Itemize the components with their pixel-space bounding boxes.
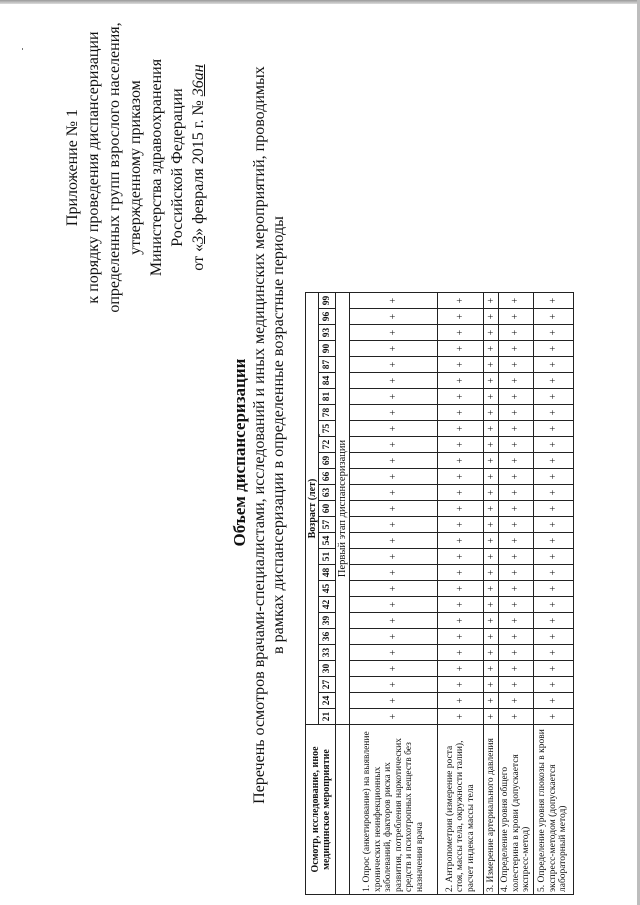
- stage-row: [336, 293, 350, 895]
- procedure-label: 2. Антропометрия (измерение роста стоя, массы тела, окружности талии), расчет индекса массы тела: [438, 725, 484, 895]
- age-cell: 72: [319, 437, 336, 453]
- mark-cell: +: [533, 405, 573, 421]
- mark-cell: +: [533, 389, 573, 405]
- mark-cell: +: [350, 373, 438, 389]
- mark-cell: +: [499, 293, 534, 309]
- age-cell: 87: [319, 357, 336, 373]
- mark-cell: +: [499, 341, 534, 357]
- mark-cell: +: [438, 325, 484, 341]
- age-cell: 90: [319, 341, 336, 357]
- table-row: [438, 293, 484, 895]
- mark-cell: +: [350, 357, 438, 373]
- subtitle-line: в рамках диспансеризации в определенные возрастные периоды: [270, 216, 287, 654]
- mark-cell: +: [484, 357, 499, 373]
- age-cell: 99: [319, 293, 336, 309]
- mark-cell: +: [533, 693, 573, 709]
- table-row: [533, 293, 573, 895]
- mark-cell: +: [499, 437, 534, 453]
- mark-cell: +: [484, 533, 499, 549]
- mark-cell: +: [350, 389, 438, 405]
- mark-cell: +: [499, 325, 534, 341]
- mark-cell: +: [499, 389, 534, 405]
- mark-cell: +: [533, 501, 573, 517]
- mark-cell: +: [350, 501, 438, 517]
- mark-cell: +: [484, 661, 499, 677]
- mark-cell: +: [350, 453, 438, 469]
- appendix-line: утвержденному приказом: [127, 80, 144, 255]
- mark-cell: +: [350, 469, 438, 485]
- appendix-line: Приложение № 1: [64, 108, 81, 227]
- age-cell: 39: [319, 613, 336, 629]
- mark-cell: +: [499, 469, 534, 485]
- mark-cell: +: [438, 309, 484, 325]
- mark-cell: +: [438, 453, 484, 469]
- document-subtitle: [250, 0, 288, 875]
- mark-cell: +: [484, 645, 499, 661]
- mark-cell: +: [533, 565, 573, 581]
- mark-cell: +: [438, 501, 484, 517]
- mark-cell: +: [350, 597, 438, 613]
- stage-empty-cell: [336, 725, 350, 895]
- mark-cell: +: [499, 405, 534, 421]
- mark-cell: +: [350, 549, 438, 565]
- mark-cell: +: [438, 661, 484, 677]
- mark-cell: +: [484, 517, 499, 533]
- procedure-label: 5. Определение уровня глюкозы в крови экспресс-методом (допускается лабораторный метод): [533, 725, 573, 895]
- age-cell: 24: [319, 693, 336, 709]
- mark-cell: +: [484, 421, 499, 437]
- mark-cell: +: [484, 373, 499, 389]
- mark-cell: +: [484, 581, 499, 597]
- mark-cell: +: [484, 597, 499, 613]
- mark-cell: +: [499, 421, 534, 437]
- mark-cell: +: [438, 357, 484, 373]
- examinations-table: [305, 292, 574, 895]
- mark-cell: +: [350, 517, 438, 533]
- mark-cell: +: [438, 677, 484, 693]
- mark-cell: +: [533, 325, 573, 341]
- mark-cell: +: [350, 533, 438, 549]
- mark-cell: +: [350, 581, 438, 597]
- mark-cell: +: [499, 549, 534, 565]
- document-title: Объем диспансеризации: [230, 358, 249, 547]
- mark-cell: +: [484, 325, 499, 341]
- mark-cell: +: [438, 645, 484, 661]
- age-cell: 66: [319, 469, 336, 485]
- mark-cell: +: [350, 709, 438, 725]
- mark-cell: +: [438, 485, 484, 501]
- mark-cell: +: [499, 485, 534, 501]
- mark-cell: +: [438, 341, 484, 357]
- appendix-date-line: [188, 10, 209, 325]
- mark-cell: +: [484, 309, 499, 325]
- mark-cell: +: [499, 597, 534, 613]
- mark-cell: +: [484, 341, 499, 357]
- mark-cell: +: [350, 565, 438, 581]
- age-cell: 42: [319, 597, 336, 613]
- mark-cell: +: [484, 613, 499, 629]
- mark-cell: +: [533, 629, 573, 645]
- mark-cell: +: [533, 517, 573, 533]
- mark-cell: +: [438, 581, 484, 597]
- mark-cell: +: [533, 469, 573, 485]
- table-row: [484, 293, 499, 895]
- mark-cell: +: [533, 645, 573, 661]
- mark-cell: +: [499, 517, 534, 533]
- mark-cell: +: [438, 421, 484, 437]
- mark-cell: +: [438, 437, 484, 453]
- procedure-label: 4. Определение уровня общего холестерина в крови (допускается экспресс-метод): [499, 725, 534, 895]
- mark-cell: +: [533, 453, 573, 469]
- mark-cell: +: [438, 469, 484, 485]
- mark-cell: +: [438, 405, 484, 421]
- mark-cell: +: [350, 661, 438, 677]
- appendix-line: к порядку проведения диспансеризации: [85, 31, 102, 304]
- age-cell: 75: [319, 421, 336, 437]
- age-cell: 60: [319, 501, 336, 517]
- age-cell: 93: [319, 325, 336, 341]
- age-cell: 48: [319, 565, 336, 581]
- mark-cell: +: [499, 533, 534, 549]
- mark-cell: +: [350, 677, 438, 693]
- mark-cell: +: [484, 293, 499, 309]
- mark-cell: +: [438, 709, 484, 725]
- mark-cell: +: [533, 709, 573, 725]
- mark-cell: +: [533, 581, 573, 597]
- mark-cell: +: [350, 293, 438, 309]
- date-day: 3: [190, 235, 207, 244]
- age-cell: 36: [319, 629, 336, 645]
- mark-cell: +: [438, 533, 484, 549]
- procedure-label: 3. Измерение артериального давления: [484, 725, 499, 895]
- mark-cell: +: [533, 613, 573, 629]
- mark-cell: +: [499, 709, 534, 725]
- age-cell: 84: [319, 373, 336, 389]
- mark-cell: +: [533, 549, 573, 565]
- order-number: 36ан: [190, 64, 207, 97]
- mark-cell: +: [484, 693, 499, 709]
- mark-cell: +: [499, 565, 534, 581]
- procedure-label: 1. Опрос (анкетирование) на выявление хронических неинфекционных заболеваний, факторов риска их развития, потребления наркотических средств и психотропных веществ без назначения врача: [350, 725, 438, 895]
- age-cell: 81: [319, 389, 336, 405]
- mark-cell: +: [499, 629, 534, 645]
- mark-cell: +: [533, 357, 573, 373]
- mark-cell: +: [438, 389, 484, 405]
- mark-cell: +: [484, 629, 499, 645]
- mark-cell: +: [533, 437, 573, 453]
- mark-cell: +: [350, 629, 438, 645]
- age-cell: 30: [319, 661, 336, 677]
- age-cell: 63: [319, 485, 336, 501]
- mark-cell: +: [438, 373, 484, 389]
- mark-cell: +: [438, 549, 484, 565]
- mark-cell: +: [499, 613, 534, 629]
- mark-cell: +: [484, 453, 499, 469]
- mark-cell: +: [499, 693, 534, 709]
- mark-cell: +: [350, 613, 438, 629]
- mark-cell: +: [484, 469, 499, 485]
- mark-cell: +: [533, 485, 573, 501]
- mark-cell: +: [350, 437, 438, 453]
- mark-cell: +: [350, 309, 438, 325]
- age-cell: 54: [319, 533, 336, 549]
- date-middle: » февраля 2015 г. №: [190, 100, 207, 236]
- mark-cell: +: [499, 645, 534, 661]
- mark-cell: +: [350, 693, 438, 709]
- age-cell: 21: [319, 709, 336, 725]
- mark-cell: +: [484, 485, 499, 501]
- age-cell: 69: [319, 453, 336, 469]
- mark-cell: +: [533, 373, 573, 389]
- mark-cell: +: [484, 709, 499, 725]
- mark-cell: +: [438, 613, 484, 629]
- age-cell: 33: [319, 645, 336, 661]
- mark-cell: +: [350, 645, 438, 661]
- table-row: [499, 293, 534, 895]
- mark-cell: +: [499, 373, 534, 389]
- mark-cell: +: [350, 421, 438, 437]
- mark-cell: +: [499, 677, 534, 693]
- mark-cell: +: [484, 405, 499, 421]
- mark-cell: +: [533, 597, 573, 613]
- mark-cell: +: [533, 677, 573, 693]
- mark-cell: +: [438, 597, 484, 613]
- stage-label: Первый этап диспансеризации: [336, 293, 350, 725]
- table-row: [350, 293, 438, 895]
- mark-cell: +: [533, 341, 573, 357]
- appendix-block: [62, 10, 209, 325]
- appendix-line: определенных групп взрослого населения,: [106, 22, 123, 313]
- procedure-header: Осмотр, исследование, иное медицинское мероприятие: [306, 725, 336, 895]
- mark-cell: +: [484, 677, 499, 693]
- mark-cell: +: [499, 581, 534, 597]
- mark-cell: +: [350, 341, 438, 357]
- mark-cell: +: [484, 549, 499, 565]
- age-cell: 57: [319, 517, 336, 533]
- age-header: Возраст (лет): [306, 293, 319, 725]
- mark-cell: +: [533, 309, 573, 325]
- mark-cell: +: [499, 661, 534, 677]
- age-cell: 51: [319, 549, 336, 565]
- mark-cell: +: [533, 421, 573, 437]
- mark-cell: +: [438, 517, 484, 533]
- mark-cell: +: [484, 437, 499, 453]
- mark-cell: +: [533, 661, 573, 677]
- mark-cell: +: [484, 501, 499, 517]
- mark-cell: +: [350, 405, 438, 421]
- mark-cell: +: [438, 629, 484, 645]
- mark-cell: +: [438, 693, 484, 709]
- mark-cell: +: [499, 357, 534, 373]
- mark-cell: +: [533, 533, 573, 549]
- date-prefix: от «: [190, 243, 207, 271]
- age-cell: 45: [319, 581, 336, 597]
- appendix-line: Российской Федерации: [169, 88, 186, 247]
- mark-cell: +: [484, 389, 499, 405]
- mark-cell: +: [350, 485, 438, 501]
- mark-cell: +: [499, 501, 534, 517]
- mark-cell: +: [499, 309, 534, 325]
- mark-cell: +: [484, 565, 499, 581]
- mark-cell: +: [438, 293, 484, 309]
- mark-cell: +: [533, 293, 573, 309]
- subtitle-line: Перечень осмотров врачами-специалистами, исследований и иных медицинских мероприятий, проводимых: [251, 66, 268, 804]
- age-cell: 78: [319, 405, 336, 421]
- age-cell: 27: [319, 677, 336, 693]
- mark-cell: +: [499, 453, 534, 469]
- mark-cell: +: [350, 325, 438, 341]
- age-cell: 96: [319, 309, 336, 325]
- appendix-line: Министерства здравоохранения: [148, 58, 165, 277]
- mark-cell: +: [438, 565, 484, 581]
